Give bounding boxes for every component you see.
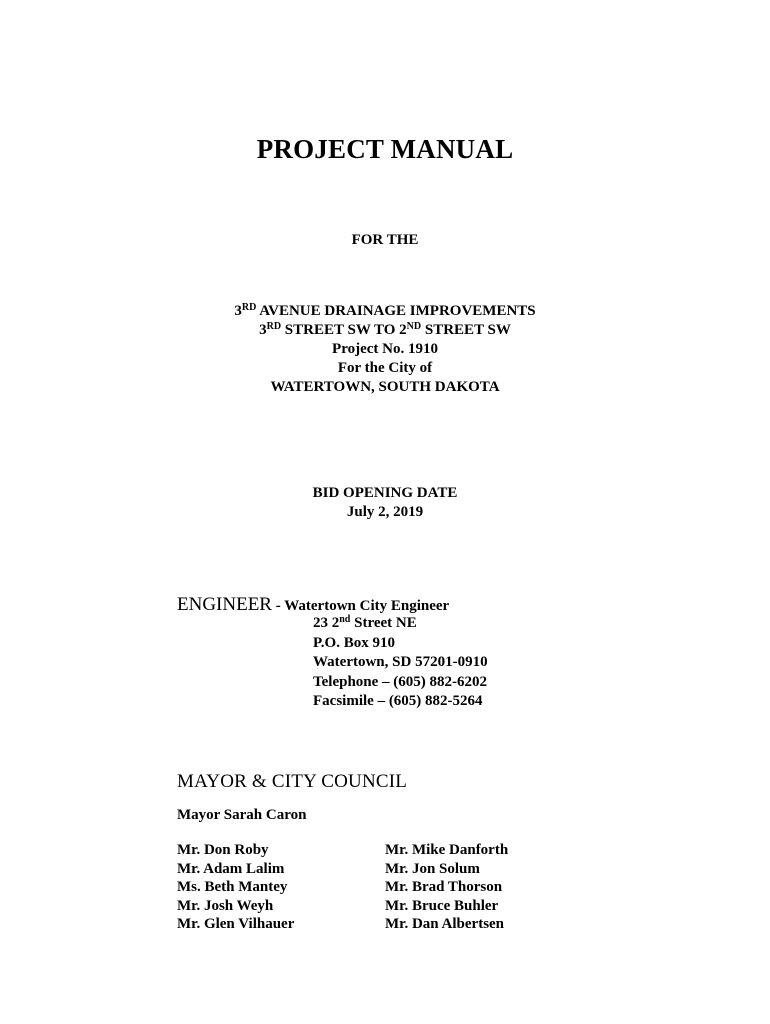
engineer-telephone: Telephone – (605) 882-6202 xyxy=(313,673,488,690)
council-member: Mr. Bruce Buhler xyxy=(385,897,499,914)
council-member: Mr. Dan Albertsen xyxy=(385,916,505,932)
council-member: Mr. Glen Vilhauer xyxy=(177,916,295,932)
engineer-heading-line xyxy=(177,594,449,616)
engineer-separator: - xyxy=(271,598,285,614)
council-member: Mr. Mike Danforth xyxy=(385,842,509,858)
council-member: Ms. Beth Mantey xyxy=(177,879,288,895)
engineer-contact-block xyxy=(313,614,488,712)
bid-opening-date: July 2, 2019 xyxy=(346,504,424,520)
project-info-block xyxy=(0,302,770,397)
engineer-po-box: P.O. Box 910 xyxy=(313,634,395,651)
council-member: Mr. Josh Weyh xyxy=(177,897,274,914)
engineer-street-address: 23 2nd Street NE xyxy=(313,614,417,631)
engineer-name: Watertown City Engineer xyxy=(284,598,450,614)
project-name-line: 3RD AVENUE DRAINAGE IMPROVEMENTS xyxy=(234,302,536,319)
engineer-heading: ENGINEER xyxy=(177,594,272,615)
council-members-left xyxy=(177,841,294,934)
city-state: WATERTOWN, SOUTH DAKOTA xyxy=(270,379,500,395)
engineer-city-zip: Watertown, SD 57201-0910 xyxy=(313,654,488,670)
for-city-label: For the City of xyxy=(337,360,433,376)
for-the-label: FOR THE xyxy=(351,232,419,248)
document-title: PROJECT MANUAL xyxy=(256,134,514,164)
bid-opening-label: BID OPENING DATE xyxy=(312,485,458,501)
mayor-name: Mayor Sarah Caron xyxy=(177,807,307,823)
project-limits-line: 3RD STREET SW TO 2ND STREET SW xyxy=(259,321,511,338)
council-member: Mr. Adam Lalim xyxy=(177,860,285,877)
council-member: Mr. Brad Thorson xyxy=(385,879,503,895)
engineer-facsimile: Facsimile – (605) 882-5264 xyxy=(313,693,483,709)
council-heading: MAYOR & CITY COUNCIL xyxy=(177,771,408,792)
bid-opening-block xyxy=(0,484,770,522)
project-number: Project No. 1910 xyxy=(332,341,438,357)
council-members-right xyxy=(385,841,508,934)
council-member: Mr. Don Roby xyxy=(177,842,269,858)
council-member: Mr. Jon Solum xyxy=(385,860,480,877)
